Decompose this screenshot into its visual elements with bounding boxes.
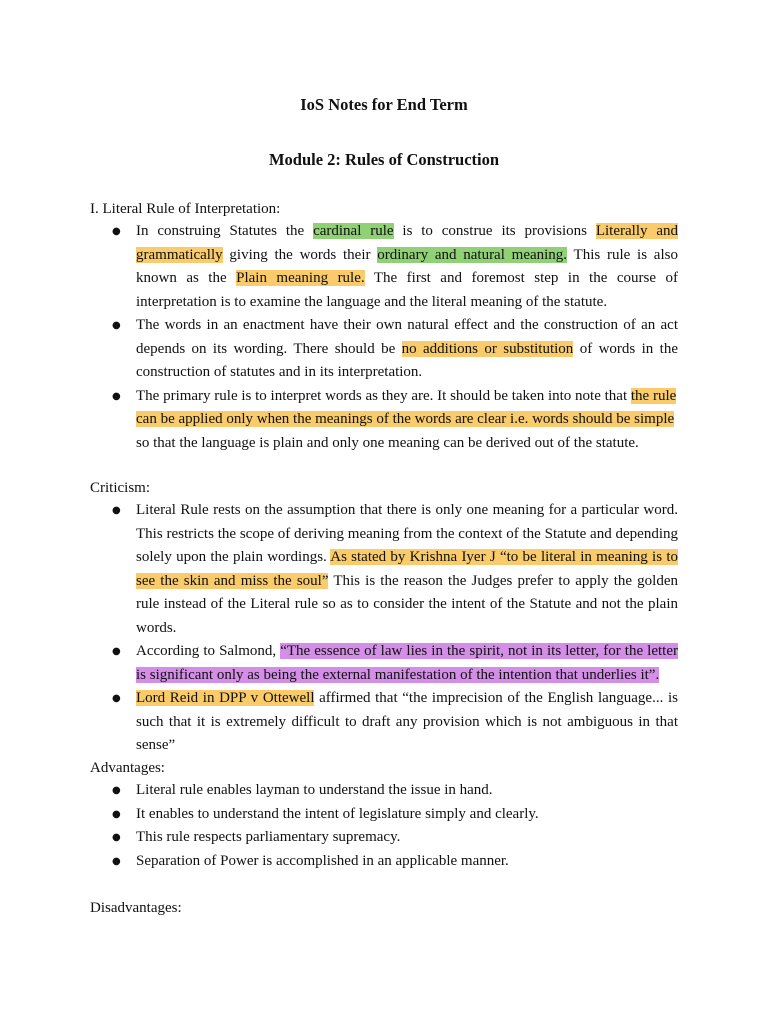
document-title: IoS Notes for End Term [300, 95, 468, 114]
highlight-yellow: Literally and grammatically [136, 223, 678, 263]
list-item: ● According to Salmond, “The essence of law lies in the spirit, not in its letter, for the letter is significant only as being the external manifestation of the intention that underlies it”. [90, 640, 678, 687]
highlight-yellow: As stated by Krishna Iyer J “to be literal in meaning is to see the skin and miss the soul” [136, 549, 678, 589]
highlight-yellow: the rule can be applied only when the meanings of the words are clear i.e. words should be simple [136, 387, 677, 427]
list-item: ● The words in an enactment have their own natural effect and the construction of an act depends on its wording. There should be no additions or substitution of words in the construction of statutes and in its interpretation. [90, 314, 678, 385]
list-item: ● This rule respects parliamentary supremacy. [90, 826, 678, 850]
highlight-yellow: Plain meaning rule. [236, 270, 365, 286]
criticism-list [90, 499, 678, 758]
highlight-green: cardinal rule [313, 223, 394, 239]
list-item: ● Separation of Power is accomplished in an applicable manner. [90, 850, 678, 874]
highlight-yellow: no additions or substitution [401, 340, 574, 357]
highlight-green: ordinary and natural meaning. [377, 246, 568, 263]
highlight-yellow: Lord Reid in DPP v Ottewell [136, 690, 315, 706]
list-item: ● In construing Statutes the cardinal rule is to construe its provisions Literally and grammatically giving the words their ordinary and natural meaning. This rule is also known as the Plain meaning rule. The first and foremost step in the course of interpretation is to examine the language and the literal meaning of the statute. [90, 220, 678, 314]
disadvantages-heading: Disadvantages: [90, 900, 182, 916]
list-item: ● Lord Reid in DPP v Ottewell affirmed that “the imprecision of the English language... is such that it is extremely difficult to draft any provision which is not ambiguous in that sense” [90, 687, 678, 758]
list-item: ● The primary rule is to interpret words as they are. It should be taken into note that the rule can be applied only when the meanings of the words are clear i.e. words should be simple so that the language is plain and only one meaning can be derived out of the statute. [90, 385, 678, 456]
advantages-list [90, 779, 678, 873]
list-item: ● Literal Rule rests on the assumption that there is only one meaning for a particular word. This restricts the scope of deriving meaning from the context of the Statute and depending solely upon the plain wordings. As stated by Krishna Iyer J “to be literal in meaning is to see the skin and miss the soul” This is the reason the Judges prefer to apply the golden rule instead of the Literal rule so as to consider the intent of the Statute and not the plain words. [90, 499, 678, 640]
literal-rule-heading: I. Literal Rule of Interpretation: [90, 201, 281, 217]
literal-rule-list [90, 220, 678, 455]
list-item: ● It enables to understand the intent of legislature simply and clearly. [90, 803, 678, 827]
advantages-heading: Advantages: [90, 760, 165, 776]
criticism-heading: Criticism: [90, 480, 150, 496]
list-item: ● Literal rule enables layman to understand the issue in hand. [90, 779, 678, 803]
module-heading: Module 2: Rules of Construction [268, 150, 500, 169]
highlight-purple: “The essence of law lies in the spirit, not in its letter, for the letter is significant only as being the external manifestation of the intention that underlies it”. [136, 643, 678, 683]
